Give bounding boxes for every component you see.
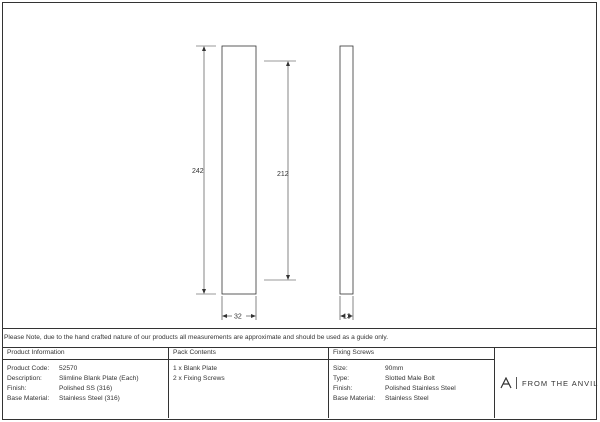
product-code-value: 52570 <box>59 365 78 372</box>
description-label: Description: <box>7 375 42 382</box>
product-info-row <box>3 364 168 374</box>
pack-contents-panel <box>169 347 328 417</box>
base-material-label: Base Material: <box>7 395 50 402</box>
screw-size-label: Size: <box>333 365 348 372</box>
disclaimer-note: Please Note, due to the hand crafted nature of our products all measurements are approximate and should be used as a guide only. <box>4 334 389 341</box>
screw-size-value: 90mm <box>385 365 404 372</box>
pack-contents-item: 1 x Blank Plate <box>173 365 217 372</box>
fixing-screws-row <box>329 364 494 374</box>
base-material-value: Stainless Steel (316) <box>59 395 120 402</box>
screw-type-label: Type: <box>333 375 350 382</box>
description-value: Slimline Blank Plate (Each) <box>59 375 139 382</box>
product-code-label: Product Code: <box>7 365 50 372</box>
product-information-heading: Product Information <box>3 347 168 360</box>
screw-finish-value: Polished Stainless Steel <box>385 385 456 392</box>
fixing-screws-panel <box>329 347 494 417</box>
brand-name: FROM THE ANVIL <box>522 378 599 388</box>
plate-front-view <box>222 46 256 294</box>
fixing-centres-label: 212 <box>277 171 289 178</box>
product-info-row <box>3 374 168 384</box>
height-dimension-label: 242 <box>192 168 204 175</box>
fixing-screws-row <box>329 394 494 404</box>
fixing-screws-heading: Fixing Screws <box>329 347 494 360</box>
product-information-panel <box>3 347 168 417</box>
width-dimension-label: 32 <box>234 313 242 321</box>
finish-value: Polished SS (316) <box>59 385 113 392</box>
column-divider <box>494 347 495 418</box>
screw-material-value: Stainless Steel <box>385 395 429 402</box>
brand-logo <box>500 376 598 390</box>
fixing-screws-row <box>329 384 494 394</box>
pack-contents-heading: Pack Contents <box>169 347 328 360</box>
product-info-row <box>3 384 168 394</box>
plate-side-view <box>340 46 353 294</box>
drawing-divider <box>3 328 596 329</box>
screw-finish-label: Finish: <box>333 385 353 392</box>
screw-type-value: Slotted Male Bolt <box>385 375 435 382</box>
product-info-row <box>3 394 168 404</box>
finish-label: Finish: <box>7 385 27 392</box>
anvil-logo-icon <box>500 377 512 389</box>
pack-contents-item: 2 x Fixing Screws <box>173 375 225 382</box>
fixing-screws-row <box>329 374 494 384</box>
depth-dimension-label: 13 <box>343 313 351 321</box>
screw-material-label: Base Material: <box>333 395 376 402</box>
logo-separator <box>516 377 517 389</box>
